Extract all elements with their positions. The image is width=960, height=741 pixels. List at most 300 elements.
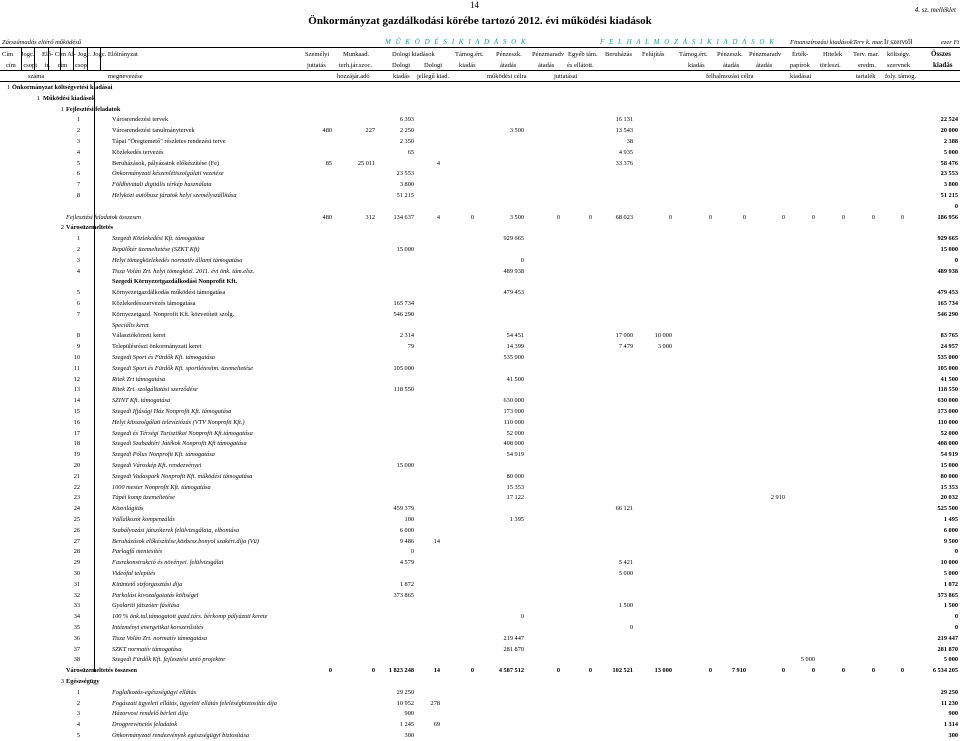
hdr-megnevezese: megnevezése bbox=[108, 73, 143, 80]
cell-ber: 33 376 bbox=[615, 159, 633, 167]
cell-pe: 54 919 bbox=[506, 451, 524, 459]
row-number: 7 bbox=[76, 310, 80, 318]
table-row bbox=[0, 276, 960, 287]
row-number: 24 bbox=[73, 505, 80, 513]
rule bbox=[100, 47, 101, 71]
row-number: 27 bbox=[73, 537, 80, 545]
page-number: 14 bbox=[470, 0, 479, 10]
row-label: Szegedi Közlekedési Kft. támogatása bbox=[112, 235, 205, 243]
row-number: 4 bbox=[76, 721, 80, 729]
row-number: 16 bbox=[73, 418, 80, 426]
cell-pe: 1 395 bbox=[509, 516, 524, 523]
table-row bbox=[0, 438, 960, 449]
hdr-penzmaradv: Pénzmaradv bbox=[532, 51, 565, 58]
hdr-szervnek: szervnek bbox=[887, 62, 911, 69]
cell-pe: 3 500 bbox=[509, 127, 524, 135]
table-row bbox=[0, 82, 960, 93]
table-row bbox=[0, 611, 960, 622]
row-label: Foglalkozás-egészségügyi ellátás bbox=[112, 688, 197, 696]
left-caption: Zárszámadás eltérő működésű bbox=[2, 39, 82, 46]
cell-pe: 4 587 512 bbox=[498, 667, 524, 675]
cell-tot: 630 000 bbox=[937, 397, 958, 405]
cell-pe: 41 500 bbox=[506, 375, 524, 383]
row-label: Helyközi autóbusz járatok helyi személyszállítása bbox=[112, 192, 237, 199]
cell-dkj: 14 bbox=[433, 537, 440, 545]
cell-tot: 23 553 bbox=[940, 170, 958, 178]
hdr-torleszt: törleszt. bbox=[820, 62, 841, 69]
cell-pe: 929 665 bbox=[503, 235, 524, 243]
cell-pe: 173 000 bbox=[503, 408, 524, 415]
ir-szervtol: Ir szervtől bbox=[884, 38, 913, 46]
hdr-es-ellatott: és ellátott. bbox=[567, 62, 594, 69]
row-label: Környezetgazd. Nonprofit Kft. közvetített szolg. bbox=[112, 310, 235, 318]
table-row bbox=[0, 125, 960, 136]
cell-fel: 13 000 bbox=[654, 667, 672, 675]
cell-pe: 52 000 bbox=[506, 429, 524, 437]
cell-ir: 0 bbox=[900, 667, 904, 675]
cell-pe2: 7 910 bbox=[731, 667, 746, 675]
cell-dkj: 278 bbox=[430, 699, 440, 707]
row-label: Videófal telepítés bbox=[112, 570, 156, 577]
table-row bbox=[0, 590, 960, 601]
cell-dol: 105 000 bbox=[393, 364, 414, 372]
page-title: Önkormányzat gazdálkodási körébe tartozó 2012. évi működési kiadások bbox=[308, 15, 652, 27]
cell-dol: 546 290 bbox=[393, 310, 414, 318]
cell-tot: 1 495 bbox=[943, 516, 958, 523]
row-number: 34 bbox=[73, 613, 80, 621]
table-row bbox=[0, 482, 960, 493]
cell-tot: 10 000 bbox=[940, 559, 958, 567]
cell-dol: 300 bbox=[404, 732, 414, 739]
cell-dkj: 4 bbox=[436, 213, 440, 221]
cell-ert: 0 bbox=[811, 667, 815, 675]
row-label: Ritek Zrt támogatása bbox=[112, 375, 166, 383]
row-number: 8 bbox=[76, 192, 80, 199]
cell-dkj: 14 bbox=[433, 667, 440, 675]
row-label: Speciális keret bbox=[112, 321, 149, 329]
row-label: Földhivatali digitális térkép használata bbox=[112, 181, 212, 189]
row-label: Szegedi Sport és Fürdők Kft. sportlétesítm. üzemeltetése bbox=[112, 364, 254, 372]
cell-pm2: 0 bbox=[781, 213, 785, 221]
fin-header: Finanszírozási kiadások bbox=[790, 39, 853, 46]
cell-tot: 80 000 bbox=[940, 472, 958, 480]
row-number: 18 bbox=[73, 440, 80, 448]
row-label: Szegedi Vadaspark Nonprofit Kft. működési támogatása bbox=[112, 472, 253, 480]
cell-hit: 0 bbox=[841, 667, 845, 675]
cell-dol: 10 952 bbox=[396, 699, 414, 707]
row-label: Szegedi Szabadtéri Játékok Nonprofit Kft támogatása bbox=[112, 440, 247, 448]
row-label: Parkolási kivozalgatatás költségei bbox=[112, 591, 199, 599]
hdr-koltsegv: költségv. bbox=[887, 51, 911, 58]
row-label: Fasrekonstrukció és növényei. felülvizsgálat bbox=[112, 559, 224, 567]
row-label: Beruházások, pályázatok előkészítése (Fe) bbox=[112, 159, 220, 167]
cell-dol: 165 734 bbox=[393, 300, 414, 307]
table-row bbox=[0, 190, 960, 201]
cell-ber: 68 023 bbox=[615, 213, 633, 221]
cell-tot: 5 000 bbox=[943, 570, 958, 577]
cell-dol: 23 553 bbox=[396, 170, 414, 178]
row-label: Településrészi önkormányzati keret bbox=[112, 343, 202, 351]
hdr-kiadasai: kiadásai bbox=[790, 73, 812, 80]
table-row bbox=[0, 665, 960, 676]
rule bbox=[60, 47, 61, 71]
hdr-cim: Cím bbox=[2, 51, 14, 58]
rule bbox=[21, 47, 22, 71]
hdr-atadas: átadás bbox=[500, 62, 517, 69]
cell-munk: 227 bbox=[365, 127, 375, 135]
table-row bbox=[0, 147, 960, 158]
cell-fel: 0 bbox=[668, 213, 672, 221]
cell-dol: 4 579 bbox=[399, 559, 414, 567]
cell-tot: 173 000 bbox=[937, 408, 958, 415]
terv-k-mar: Terv k. mar. bbox=[853, 39, 884, 46]
table-row bbox=[0, 374, 960, 385]
cell-tot: 20 000 bbox=[940, 127, 958, 135]
row-label: Szegedi Városkép Kft. rendezvényei bbox=[112, 462, 202, 469]
cell-tot: 0 bbox=[954, 548, 958, 556]
row-number: 6 bbox=[76, 300, 80, 307]
table-row bbox=[0, 600, 960, 611]
row-label: Választókörzeti keret bbox=[112, 332, 166, 340]
cell-dol: 1 872 bbox=[399, 580, 414, 588]
table-row bbox=[0, 417, 960, 428]
row-label: Önkormányzati készenlétiszolgálati vezetése bbox=[112, 170, 224, 178]
table-row bbox=[0, 93, 960, 104]
row-label: Tisza Volán Zrt. helyi tömegközl. 2011. évi önk. tám.elsz. bbox=[112, 267, 255, 275]
cell-ber: 0 bbox=[629, 624, 633, 631]
hdr-atadas4: átadás bbox=[756, 62, 773, 69]
row-number: 4 bbox=[76, 267, 80, 275]
row-number: 2 bbox=[76, 246, 80, 253]
cell-tot: 54 919 bbox=[940, 451, 958, 459]
cell-dol: 2 250 bbox=[399, 127, 414, 135]
row-number: 8 bbox=[76, 332, 80, 340]
cell-tot: 1 500 bbox=[943, 602, 958, 610]
rule bbox=[48, 47, 49, 71]
cell-tot: 535 000 bbox=[937, 354, 958, 361]
hdr-juttatasai: juttatásai bbox=[554, 73, 578, 80]
cell-tot: 929 665 bbox=[937, 235, 958, 243]
cell-tot: 52 000 bbox=[940, 429, 958, 437]
row-number: 21 bbox=[73, 472, 80, 480]
cell-dol: 2 314 bbox=[399, 332, 414, 340]
cell-dol: 29 250 bbox=[396, 688, 414, 696]
cell-ber: 102 521 bbox=[612, 667, 633, 675]
table-row bbox=[0, 536, 960, 547]
cell-dol: 9 486 bbox=[399, 537, 414, 545]
cell-tot: 6 534 205 bbox=[932, 667, 958, 675]
row-label: Repülőtér üzemeltetése (SZKT Kft) bbox=[112, 246, 200, 253]
row-label: Intézményi energetikai korszerűsítés bbox=[112, 624, 204, 631]
table-row bbox=[0, 363, 960, 374]
row-label: SZINT Kft. támogatása bbox=[112, 397, 171, 405]
hdr-felujitas: Felújítás bbox=[642, 51, 665, 58]
cell-dol: 1 823 248 bbox=[388, 667, 414, 675]
table-row bbox=[0, 503, 960, 514]
cell-pe: 219 447 bbox=[503, 634, 524, 642]
cell-fel: 10 000 bbox=[654, 332, 672, 340]
cell-tot: 165 734 bbox=[937, 300, 958, 307]
cell-pm2: 0 bbox=[781, 667, 785, 675]
table-row bbox=[0, 579, 960, 590]
cell-dkj: 69 bbox=[433, 721, 440, 729]
cell-dol: 900 bbox=[404, 710, 414, 718]
cell-pe: 80 000 bbox=[506, 472, 524, 480]
cell-pm: 0 bbox=[556, 667, 560, 675]
hdr-mukodesi-celra: működési célra bbox=[487, 73, 527, 80]
row-number: 29 bbox=[73, 559, 80, 567]
row-label: Szegedi és Térségi Turisztikai Nonprofit Kft.támogatása bbox=[112, 429, 253, 437]
table-row bbox=[0, 266, 960, 277]
row-number: 17 bbox=[73, 429, 80, 437]
cell-ber: 66 121 bbox=[615, 505, 633, 513]
row-label: Fogászati ügyeleti ellátás, ügyeleti ellátás feleléségbiztosítás díja bbox=[112, 699, 277, 707]
cell-tot: 525 500 bbox=[937, 505, 958, 513]
cell-tot: 41 500 bbox=[940, 375, 958, 383]
cell-pe: 408 000 bbox=[503, 440, 524, 448]
cell-tam: 0 bbox=[470, 667, 474, 675]
hdr-penzeszk: Pénzeszk. bbox=[496, 51, 522, 58]
cell-pe: 479 453 bbox=[503, 289, 524, 297]
hdr-atadas3: átadás bbox=[723, 62, 740, 69]
row-number: 3 bbox=[76, 710, 80, 718]
cell-pm: 0 bbox=[556, 213, 560, 221]
row-label: Fejlesztési feladatok bbox=[66, 105, 121, 113]
table-row bbox=[0, 136, 960, 147]
row-number: 28 bbox=[73, 548, 80, 556]
cell-tot: 110 000 bbox=[937, 418, 958, 426]
cell-ber: 13 543 bbox=[615, 127, 633, 135]
hdr-hozzajar: hozzájár.adó bbox=[337, 73, 370, 80]
cell-terv: 0 bbox=[871, 213, 875, 221]
cell-dol: 51 215 bbox=[396, 192, 414, 199]
cell-tot: 408 000 bbox=[937, 440, 958, 448]
row-number: 31 bbox=[73, 580, 80, 588]
cell-ber: 16 131 bbox=[615, 116, 633, 124]
table-row bbox=[0, 557, 960, 568]
cell-tot: 51 215 bbox=[940, 192, 958, 199]
cell-tot: 6 000 bbox=[943, 526, 958, 534]
hdr-dologi3: Dologi bbox=[424, 62, 443, 69]
cell-tot: 15 000 bbox=[940, 462, 958, 469]
table-row bbox=[0, 428, 960, 439]
row-number: 12 bbox=[73, 375, 80, 383]
cell-tot: 300 bbox=[948, 732, 958, 739]
hdr-munkaad: Munkaad. bbox=[343, 51, 370, 58]
cell-pe: 489 938 bbox=[503, 267, 524, 275]
hdr-foly-tamog: foly. támog. bbox=[885, 73, 917, 80]
hdr-eloir: Elő- Cím Al- Jogc. Jogc. Előirányzat bbox=[42, 51, 138, 58]
hdr-egyeb-tam: Egyéb tám. bbox=[568, 51, 598, 58]
row-number: 9 bbox=[76, 343, 80, 351]
row-label: Városrendezési tanulmánytervek bbox=[112, 127, 195, 135]
row-label: Tisza Volán Zrt. normatív támogatása bbox=[112, 634, 207, 642]
row-number: 5 bbox=[76, 732, 80, 739]
table-row bbox=[0, 330, 960, 341]
row-label: Drogprevenciós feladatok bbox=[112, 721, 178, 729]
table-row bbox=[0, 687, 960, 698]
table-row bbox=[0, 244, 960, 255]
cell-tot: 0 bbox=[954, 624, 958, 631]
row-number: 3 bbox=[60, 678, 64, 685]
cell-egy: 0 bbox=[588, 667, 592, 675]
row-number: 35 bbox=[73, 624, 80, 631]
row-label: Közlekedés tervezés bbox=[112, 148, 164, 156]
table-row bbox=[0, 622, 960, 633]
cell-dol: 6 000 bbox=[399, 526, 414, 534]
row-label: Önkormányzati rendezvények egészségügyi biztosítása bbox=[112, 732, 250, 739]
hdr-penzmaradv2: Pénzmaradv bbox=[749, 51, 782, 58]
hdr-tartalek: tartalék bbox=[856, 73, 876, 80]
table-row bbox=[0, 309, 960, 320]
row-number: 2 bbox=[76, 127, 80, 135]
rule bbox=[87, 47, 88, 71]
row-label: Környezetgazdálkodás működési támogatása bbox=[112, 289, 226, 297]
felhalmozasi-header: F E L H A L M O Z Á S I K I A D Á S O K bbox=[600, 38, 776, 46]
row-number: 33 bbox=[73, 602, 80, 610]
rule bbox=[34, 47, 35, 71]
hdr-beruhazas: Beruházás bbox=[605, 51, 633, 58]
table-row bbox=[0, 568, 960, 579]
hdr-ertek: Érték- bbox=[792, 51, 809, 58]
row-label: Városüzemeltetés bbox=[66, 224, 114, 232]
table-row bbox=[0, 298, 960, 309]
hdr-hitelek: Hitelek bbox=[823, 51, 843, 58]
row-label: Közlekedésszervezés támogatása bbox=[112, 300, 196, 307]
cell-tot: 0 bbox=[954, 613, 958, 621]
cell-pe: 0 bbox=[520, 256, 524, 264]
row-label: Ritek Zrt. szolgáltatási szerződése bbox=[112, 386, 198, 394]
cell-egy: 0 bbox=[588, 213, 592, 221]
cell-tot: 373 865 bbox=[937, 591, 958, 599]
row-label: Városüzemeltetés összesen bbox=[66, 667, 138, 675]
row-label: Városrendezési tervek bbox=[112, 116, 169, 124]
row-number: 5 bbox=[76, 289, 80, 297]
cell-pe: 281 870 bbox=[503, 645, 524, 653]
row-number: 3 bbox=[76, 138, 80, 145]
cell-pe: 15 353 bbox=[506, 483, 524, 491]
cell-pe: 54 451 bbox=[506, 332, 524, 340]
row-label: Házorvosi rendelő bérleti díja bbox=[112, 710, 188, 718]
hdr-jellegu: jellegű kiad. bbox=[417, 73, 450, 80]
cell-tot: 0 bbox=[954, 256, 958, 264]
row-label: 1000 mester Nonprofit Kft. támogatása bbox=[112, 483, 211, 491]
row-label: Szegedi Pólus Nonprofit Kft. támogatása bbox=[112, 451, 215, 459]
hdr-terh: terh.jár.szoc. bbox=[339, 62, 373, 69]
cell-ert: 0 bbox=[811, 213, 815, 221]
table-row bbox=[0, 406, 960, 417]
cell-tot: 15 353 bbox=[940, 483, 958, 491]
cell-fel: 3 000 bbox=[657, 343, 672, 351]
table-row bbox=[0, 460, 960, 471]
cell-ir: 0 bbox=[900, 213, 904, 221]
row-number: 20 bbox=[73, 462, 80, 469]
cell-hit: 0 bbox=[841, 213, 845, 221]
cell-dol: 100 bbox=[404, 516, 414, 523]
cell-dol: 0 bbox=[410, 548, 414, 556]
row-label: Közvilágítás bbox=[112, 505, 144, 513]
cell-pm2: 2 910 bbox=[770, 494, 785, 502]
row-number: 2 bbox=[76, 699, 80, 707]
cell-pe: 630 000 bbox=[503, 397, 524, 405]
table-row bbox=[0, 352, 960, 363]
hdr-kiadas1: kiadás bbox=[393, 73, 410, 80]
hdr-szama: száma bbox=[28, 73, 45, 80]
row-number: 1 bbox=[76, 116, 80, 124]
cell-ber: 1 500 bbox=[618, 602, 633, 610]
hdr-atadas2: átadás bbox=[538, 62, 555, 69]
cell-ber: 5 421 bbox=[618, 559, 633, 567]
cell-dol: 1 245 bbox=[399, 721, 414, 729]
cell-tot: 15 000 bbox=[940, 246, 958, 253]
cell-tot: 489 938 bbox=[937, 267, 958, 275]
hdr-tamogert: Támog.ért. bbox=[455, 51, 484, 58]
cell-munk: 312 bbox=[365, 213, 375, 221]
cell-tot: 281 870 bbox=[937, 645, 958, 653]
table-row bbox=[0, 255, 960, 266]
row-number: 15 bbox=[73, 408, 80, 415]
cell-tot: 1 314 bbox=[943, 721, 958, 729]
cell-tot: 9 500 bbox=[943, 537, 958, 545]
row-label: Vállalkozói kompenzálás bbox=[112, 516, 175, 523]
table-row bbox=[0, 384, 960, 395]
row-label: Tápai "Öregtemető" részletes rendezési terve bbox=[112, 138, 226, 145]
table-row bbox=[0, 212, 960, 223]
table-row bbox=[0, 633, 960, 644]
row-label: Szegedi Környezetgazdálkodási Nonprofit Kft. bbox=[112, 278, 238, 286]
cell-tot: 219 447 bbox=[937, 634, 958, 642]
hdr-szemelyi: Személyi bbox=[305, 51, 330, 58]
row-label: Helyi kitsszolgálati televíziózás (VTV Nonprofit Kft.) bbox=[112, 418, 245, 426]
table-row bbox=[0, 644, 960, 655]
row-label: Önkormányzat költségvetési kiadásai bbox=[12, 84, 113, 91]
cell-szem: 480 bbox=[322, 213, 332, 221]
rule bbox=[0, 47, 960, 48]
row-number: 23 bbox=[73, 494, 80, 502]
cell-pe2: 0 bbox=[742, 213, 746, 221]
table-row bbox=[0, 201, 960, 212]
hdr-juttatas: juttatás bbox=[307, 62, 326, 69]
row-number: 7 bbox=[76, 181, 80, 189]
cell-tot: 2 388 bbox=[943, 138, 958, 145]
table-row bbox=[0, 492, 960, 503]
table-row bbox=[0, 320, 960, 331]
cell-dol: 79 bbox=[407, 343, 414, 351]
row-label: SZKT normatív támogatása bbox=[112, 645, 182, 653]
cell-dol: 373 865 bbox=[393, 591, 414, 599]
hdr-terv-mar: Terv. mar. bbox=[853, 51, 880, 58]
row-number: 25 bbox=[73, 516, 80, 523]
hdr-penzeszk2: Pénzeszk. bbox=[717, 51, 743, 58]
table-row bbox=[0, 525, 960, 536]
cell-tot: 24 957 bbox=[940, 343, 958, 351]
annex-label: 4. sz. melléklet bbox=[914, 6, 956, 14]
table-row bbox=[0, 233, 960, 244]
cell-tot: 11 230 bbox=[941, 699, 958, 707]
hdr-dologi2: Dologi bbox=[392, 62, 411, 69]
row-number: 10 bbox=[73, 354, 80, 361]
rule bbox=[73, 47, 74, 71]
table-row bbox=[0, 222, 960, 233]
cell-szem: 480 bbox=[322, 127, 332, 135]
table-row bbox=[0, 341, 960, 352]
hdr-jogc: Jogc. bbox=[21, 51, 35, 58]
ezer-ft: ezer Ft bbox=[941, 39, 960, 46]
table-row bbox=[0, 158, 960, 169]
row-label: Szegedi Fürdők Kft. fejlesztési unió projektre bbox=[112, 656, 225, 664]
row-label: Szegedi Sport és Fürdők Kft. támogatása bbox=[112, 354, 215, 361]
row-number: 5 bbox=[76, 159, 80, 167]
